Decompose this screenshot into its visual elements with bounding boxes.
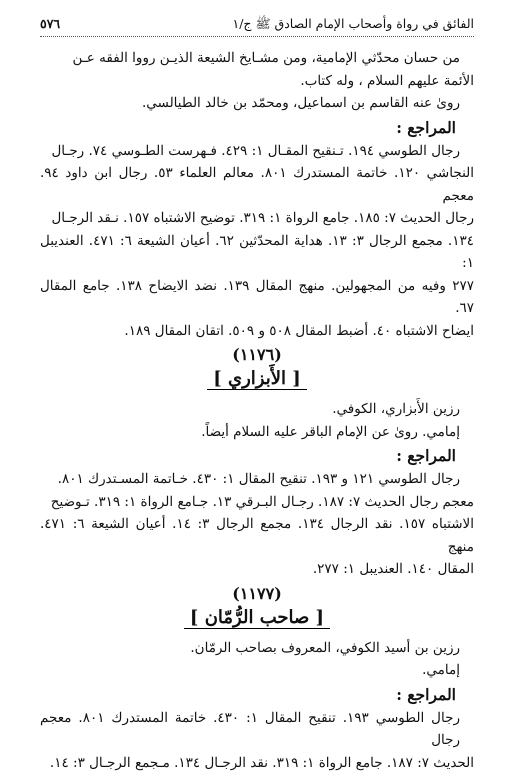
- reference-line: رجال الحديث ٧: ١٨٥. جامع الرواة ١: ٣١٩. توضيح الاشتباه ١٥٧. نـقد الرجـال: [40, 207, 474, 230]
- bio-line: إمامي. روىٰ عن الإمام الباقر عليه السلام أيضاً.: [40, 421, 474, 444]
- reference-line: الاشتباه ١٥٧. نقد الرجال ١٣٤. مجمع الرجال ٣: ١٤. أعيان الشيعة ٦: ٤٧١. منهج: [40, 513, 474, 558]
- bio-line: إمامي.: [40, 659, 474, 682]
- reference-line: ١٣٤. مجمع الرجال ٣: ١٣. هداية المحدّثين ٦٢. أعيان الشيعة ٦: ٤٧١. العنديبل ١:: [40, 230, 474, 275]
- references-heading: المراجع :: [40, 443, 474, 468]
- reference-line: ٢٧٧ وفيه من المجهولين. منهج المقال ١٣٩. نضد الايضاح ١٣٨. جامع المقال ٦٧.: [40, 275, 474, 320]
- reference-line: رجال الطوسي ١٩٣. تنقيح المقال ١: ٤٣٠. خاتمة المستدرك ٨٠١. معجم رجال: [40, 707, 474, 752]
- entry-1175: [40, 47, 474, 342]
- references-heading: المراجع :: [40, 115, 474, 140]
- bio-line: رزين بن أسيد الكوفي، المعروف بصاحب الرمّان.: [40, 637, 474, 660]
- reference-line: معجم رجال الحديث ٧: ١٨٧. رجـال البـرقي ١٣. جـامع الرواة ١: ٣١٩. تـوضيح: [40, 491, 474, 514]
- entry-title: [40, 605, 474, 631]
- page-number: ٥٧٦: [40, 14, 60, 34]
- running-title: الفائق في رواة وأصحاب الإمام الصادق ﷺ ج/١: [232, 14, 474, 34]
- references-heading: المراجع :: [40, 682, 474, 707]
- entry-number: (١١٧٦): [40, 344, 474, 366]
- book-page: [40, 14, 474, 774]
- entry-title: [40, 366, 474, 392]
- running-header: [40, 14, 474, 37]
- entry-title-text: [ صاحب الرُّمّان ]: [184, 607, 330, 629]
- reference-line: رجال الطوسي ١٩٤. تـنقيح المقـال ١: ٤٢٩. فـهرست الطـوسي ٧٤. رجـال: [40, 140, 474, 163]
- entry-1176: [40, 344, 474, 581]
- bio-line: من حسان محدّثي الإمامية، ومن مشـايخ الشيعة الذيـن رووا الفقه عـن: [40, 47, 474, 70]
- entry-number: (١١٧٧): [40, 583, 474, 605]
- reference-line: رجال الطوسي ١٢١ و ١٩٣. تنقيح المقال ١: ٤٣٠. خـاتمة المسـتدرك ٨٠١.: [40, 468, 474, 491]
- reference-line: ايضاح الاشتباه ٤٠. أضبط المقال ٥٠٨ و ٥٠٩. اتقان المقال ١٨٩.: [40, 320, 474, 343]
- bio-line: الأئمة عليهم السلام ، وله كتاب.: [40, 70, 474, 93]
- reference-line: الحديث ٧: ١٨٧. جامع الرواة ١: ٣١٩. نقد الرجـال ١٣٤. مـجمع الرجـال ٣: ١٤.: [40, 752, 474, 774]
- bio-line: روىٰ عنه القاسم بن اسماعيل، ومحمّد بن خالد الطيالسي.: [40, 92, 474, 115]
- reference-line: النجاشي ١٢٠. خاتمة المستدرك ٨٠١. معالم العلماء ٥٣. رجال ابن داود ٩٤. معجم: [40, 162, 474, 207]
- reference-line: المقال ١٤٠. العنديبل ١: ٢٧٧.: [40, 558, 474, 581]
- bio-line: رزين الأَبزاري، الكوفي.: [40, 398, 474, 421]
- entry-title-text: [ الأَبزاري ]: [207, 368, 307, 390]
- entry-1177: [40, 583, 474, 774]
